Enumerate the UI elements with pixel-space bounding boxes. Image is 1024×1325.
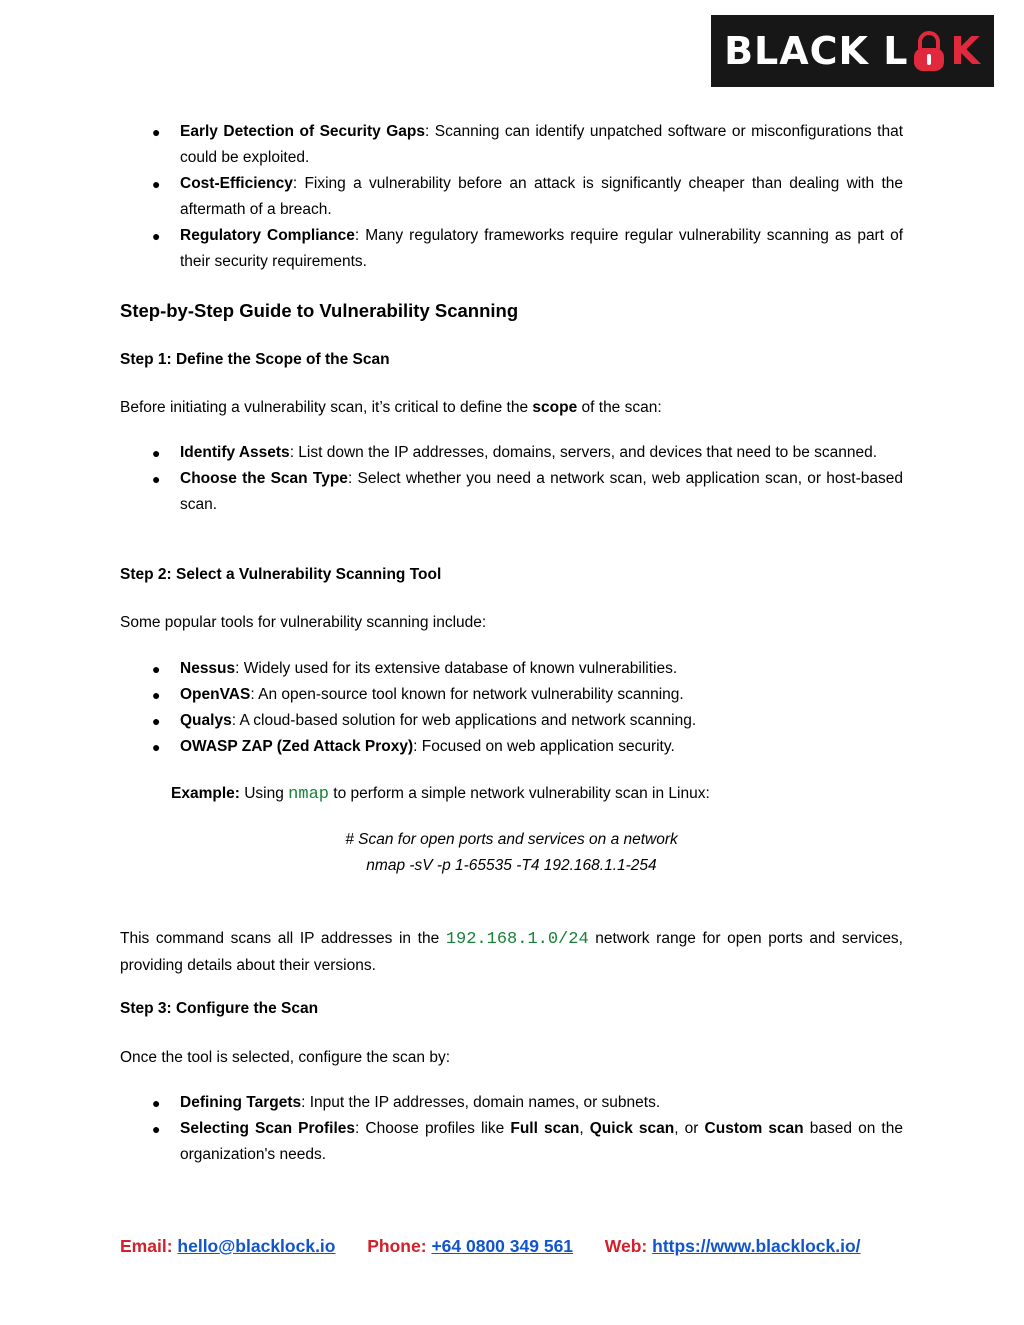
logo-text-part1: BLACK L — [724, 29, 909, 73]
bullet-icon: ● — [152, 228, 161, 244]
list-item: ● Qualys: A cloud-based solution for web applications and network scanning. — [120, 708, 903, 734]
step1-bullet-list — [120, 440, 903, 518]
list-item: ● Cost-Efficiency: Fixing a vulnerability before an attack is significantly cheaper than dealing with the aftermath of a breach. — [120, 171, 903, 223]
example-line: Example: Using nmap to perform a simple network vulnerability scan in Linux: — [171, 785, 710, 804]
padlock-icon — [909, 29, 949, 73]
list-item: ● Defining Targets: Input the IP addresses, domain names, or subnets. — [120, 1090, 903, 1116]
step3-paragraph: Once the tool is selected, configure the scan by: — [120, 1049, 450, 1066]
step2-bullet-list — [120, 656, 903, 760]
list-item: ● OpenVAS: An open-source tool known for network vulnerability scanning. — [120, 682, 903, 708]
section-heading: Step-by-Step Guide to Vulnerability Scanning — [120, 300, 519, 321]
bullet-icon: ● — [152, 739, 161, 755]
step1-heading: Step 1: Define the Scope of the Scan — [120, 351, 390, 368]
step2-paragraph: Some popular tools for vulnerability scanning include: — [120, 614, 487, 631]
blacklock-logo — [711, 15, 994, 87]
inline-code: 192.168.1.0/24 — [445, 930, 589, 949]
web-label: Web: — [604, 1236, 648, 1256]
inline-code: nmap — [288, 785, 329, 804]
contact-footer — [120, 1236, 861, 1257]
code-comment: # Scan for open ports and services on a network — [345, 831, 678, 848]
step2-heading: Step 2: Select a Vulnerability Scanning Tool — [120, 566, 442, 583]
intro-bullet-list — [120, 119, 903, 275]
code-command: nmap -sV -p 1-65535 -T4 192.168.1.1-254 — [366, 857, 657, 874]
phone-label: Phone: — [367, 1236, 427, 1256]
list-item: ● Regulatory Compliance: Many regulatory frameworks require regular vulnerability scanning as part of their security requirements. — [120, 223, 903, 275]
step3-bullet-list — [120, 1090, 903, 1168]
list-item: ● Selecting Scan Profiles: Choose profiles like Full scan, Quick scan, or Custom scan based on the organization's needs. — [120, 1116, 903, 1168]
bullet-icon: ● — [152, 713, 161, 729]
bullet-icon: ● — [152, 1121, 161, 1137]
logo-text-part2: K — [950, 29, 981, 73]
web-link[interactable]: https://www.blacklock.io/ — [652, 1236, 861, 1256]
bullet-icon: ● — [152, 661, 161, 677]
bullet-icon: ● — [152, 124, 161, 140]
logo-wordmark — [724, 29, 981, 73]
list-item: ● OWASP ZAP (Zed Attack Proxy): Focused on web application security. — [120, 734, 903, 760]
step3-heading: Step 3: Configure the Scan — [120, 1000, 319, 1017]
bullet-icon: ● — [152, 176, 161, 192]
list-item: ● Choose the Scan Type: Select whether you need a network scan, web application scan, or host-based scan. — [120, 466, 903, 518]
list-item: ● Early Detection of Security Gaps: Scanning can identify unpatched software or misconfigurations that could be exploited. — [120, 119, 903, 171]
bullet-icon: ● — [152, 687, 161, 703]
email-link[interactable]: hello@blacklock.io — [177, 1236, 336, 1256]
bullet-icon: ● — [152, 471, 161, 487]
step1-paragraph: Before initiating a vulnerability scan, it’s critical to define the scope of the scan: — [120, 399, 662, 416]
bullet-icon: ● — [152, 445, 161, 461]
email-label: Email: — [120, 1236, 173, 1256]
command-explanation: This command scans all IP addresses in the 192.168.1.0/24 network range for open ports and services, providing details about their versions. — [120, 930, 903, 974]
list-item: ● Identify Assets: List down the IP addresses, domains, servers, and devices that need to be scanned. — [120, 440, 903, 466]
phone-link[interactable]: +64 0800 349 561 — [431, 1236, 574, 1256]
bullet-icon: ● — [152, 1095, 161, 1111]
list-item: ● Nessus: Widely used for its extensive database of known vulnerabilities. — [120, 656, 903, 682]
